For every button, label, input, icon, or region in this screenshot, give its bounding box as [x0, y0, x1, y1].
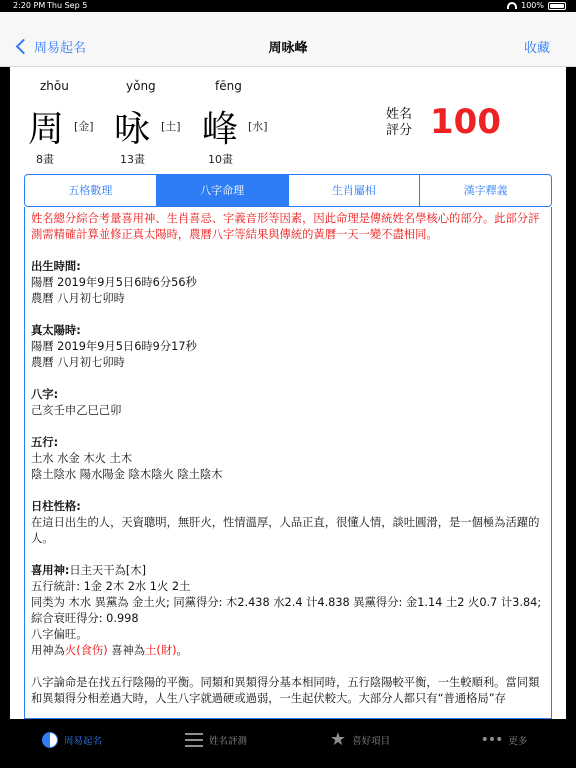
yinyang-icon — [42, 732, 58, 748]
stroke-count: 8畫 — [36, 153, 54, 166]
wuxing-line-2: 陰土陰水 陽水陽金 陰木陰火 陰土陰木 — [31, 468, 223, 481]
xiyong-title: 喜用神: — [31, 564, 70, 577]
status-bar — [0, 0, 576, 12]
bazi-title: 八字: — [31, 388, 59, 401]
xiyong-scores: 同类为 木水 異黨為 金土火; 同黨得分: 木2.438 水2.4 计4.838 異黨得分: 金1.14 土2 火0.7 计3.84; 綜合衰旺得分: 0.998 — [31, 596, 542, 625]
xiyong-stats: 五行統計: 1金 2木 2水 1火 2土 — [31, 580, 191, 593]
element-tag: [水] — [248, 120, 268, 133]
xiyong-title-rest: 日主天干為[木] — [69, 564, 147, 577]
battery-percent: 100% — [521, 1, 544, 10]
xiyong-heading — [31, 563, 543, 579]
navigation-bar — [0, 12, 576, 67]
status-right — [507, 1, 566, 10]
pinyin: zhōu — [40, 79, 69, 93]
rizhu-title: 日柱性格: — [31, 500, 81, 513]
element-tag: [土] — [161, 120, 181, 133]
birth-solar: 陽曆 2019年9月5日6時6分56秒 — [31, 276, 197, 289]
tabbar-item-naming[interactable] — [0, 719, 144, 768]
yongshen-line: 用神為火(食伤) 喜神為土(財)。 — [31, 644, 188, 657]
star-icon: ★ — [329, 728, 347, 750]
segmented-tabs — [24, 174, 552, 207]
name-character: 峰 — [202, 109, 239, 150]
tabbar-label: 喜好項目 — [352, 735, 391, 747]
tab-bazi[interactable]: 八字命理 — [157, 175, 289, 206]
stroke-count: 13畫 — [120, 153, 145, 166]
tab-wuge[interactable]: 五格數理 — [25, 175, 157, 206]
favorite-button[interactable]: 收藏 — [523, 41, 550, 56]
name-character: 咏 — [114, 109, 151, 150]
wifi-icon — [507, 2, 517, 9]
birth-time-title: 出生時間: — [31, 260, 81, 273]
battery-icon — [548, 2, 566, 10]
footer-text: 八字論命是在找五行陰陽的平衡。同類和異類得分基本相同時，五行陰陽較平衡，一生較順利。當同類和異類得分相差過大時，人生八字就過硬或過弱，一生起伏較大。大部分人都只有“普通格局”存 — [31, 676, 540, 705]
bazi-value: 己亥壬申乙巳己卯 — [31, 404, 122, 417]
pinyin: fēng — [215, 79, 242, 93]
page-title: 周咏峰 — [268, 41, 308, 56]
tabbar-item-evaluation[interactable] — [144, 719, 288, 768]
element-tag: [金] — [74, 120, 94, 133]
tabbar-label: 周易起名 — [63, 735, 102, 747]
xishen-value: 土(財) — [145, 644, 177, 657]
true-solar-lunar: 農曆 八月初七卯時 — [31, 356, 125, 369]
bazi-detail-panel[interactable] — [24, 207, 552, 719]
score-label: 姓名 評分 — [386, 107, 413, 138]
more-icon: ••• — [480, 731, 503, 748]
true-solar-title: 真太陽時: — [31, 324, 81, 337]
main-content — [10, 67, 566, 719]
tab-zodiac[interactable]: 生肖屬相 — [289, 175, 421, 206]
tabbar-item-more[interactable] — [432, 719, 576, 768]
true-solar-solar: 陽曆 2019年9月5日6時9分17秒 — [31, 340, 197, 353]
status-time: 2:20 PM — [13, 1, 46, 10]
birth-lunar: 農曆 八月初七卯時 — [31, 292, 125, 305]
wuxing-title: 五行: — [31, 436, 59, 449]
wuxing-line-1: 土水 水金 木火 土木 — [31, 452, 133, 465]
tabbar-label: 姓名評測 — [208, 735, 247, 747]
back-button-label: 周易起名 — [34, 41, 87, 56]
tab-bar — [0, 719, 576, 768]
tab-hanzi[interactable]: 漢字釋義 — [463, 184, 508, 197]
yongshen-value: 火(食伤) — [64, 644, 108, 657]
pinyin: yǒng — [126, 79, 156, 93]
status-date: Thu Sep 5 — [47, 1, 88, 10]
tabbar-label: 更多 — [508, 735, 528, 747]
list-icon — [185, 733, 203, 747]
stroke-count: 10畫 — [208, 153, 233, 166]
rizhu-text: 在這日出生的人，天資聰明，無肝火，性情溫厚，人品正直，很懂人情，談吐圓滑，是一個極為活躍的人。 — [31, 516, 540, 545]
tabbar-item-favorites[interactable] — [288, 719, 432, 768]
score-value: 100 — [430, 102, 501, 142]
xiyong-result: 八字偏旺。 — [31, 628, 88, 641]
name-character: 周 — [28, 109, 65, 150]
intro-text: 姓名總分綜合考量喜用神、生肖喜忌、字義音形等因素，因此命理是傳統姓名學核心的部分。此部分評測需精確計算並修正真太陽時，農曆八字等結果與傳統的黃曆一天一變不盡相同。 — [31, 212, 540, 241]
